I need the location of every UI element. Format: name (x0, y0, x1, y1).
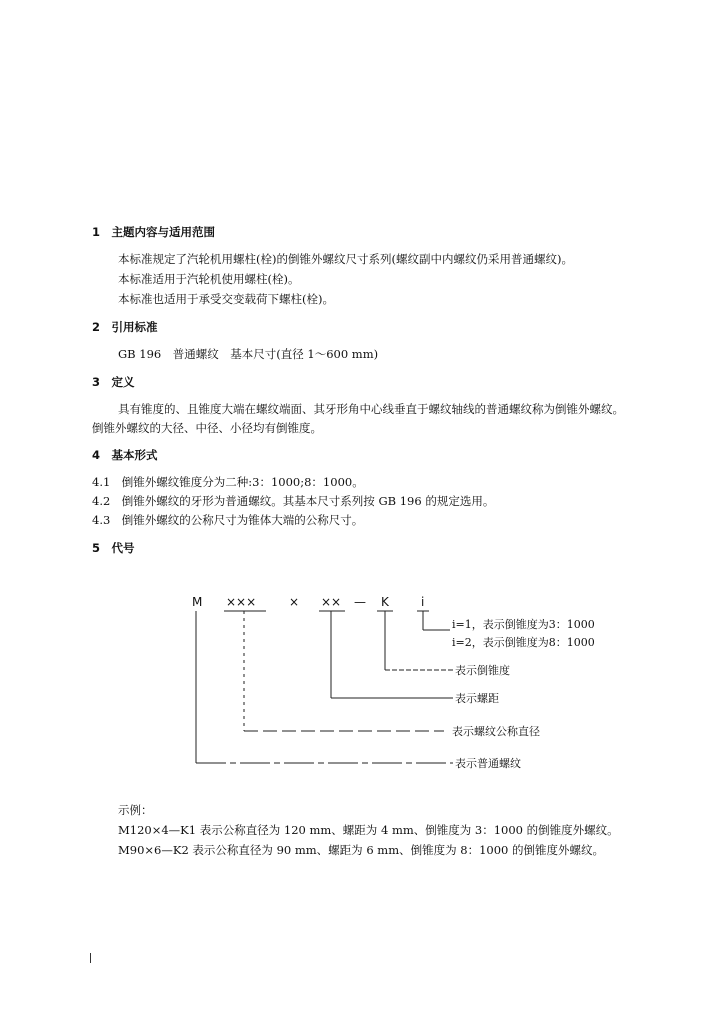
section-1-paragraph-2: 本标准适用于汽轮机使用螺柱(栓)。 (118, 272, 300, 286)
examples-title: 示例： (118, 803, 153, 817)
section-3-paragraph-1: 具有锥度的、且锥度大端在螺纹端面、其牙形角中心线垂直于螺纹轴线的普通螺纹称为倒锥外螺纹。 (118, 402, 624, 416)
label-i2: i=2，表示倒锥度为8：1000 (452, 636, 595, 649)
example-1: M120×4—K1 表示公称直径为 120 mm、螺距为 4 mm、倒锥度为 3：1000 的倒锥度外螺纹。 (118, 823, 619, 837)
section-1-paragraph-1: 本标准规定了汽轮机用螺柱(栓)的倒锥外螺纹尺寸系列(螺纹副中内螺纹仍采用普通螺纹)。 (118, 252, 573, 266)
label-pitch: 表示螺距 (455, 692, 499, 705)
label-i1: i=1，表示倒锥度为3：1000 (452, 618, 595, 631)
margin-mark (90, 953, 91, 963)
label-taper: 表示倒锥度 (455, 664, 510, 677)
symbol-times: × (289, 595, 300, 609)
symbol-k: K (381, 595, 389, 609)
section-4-item-2: 4.2 倒锥外螺纹的牙形为普通螺纹。其基本尺寸系列按 GB 196 的规定选用。 (92, 494, 495, 508)
example-2: M90×6—K2 表示公称直径为 90 mm、螺距为 6 mm、倒锥度为 8：1000 的倒锥度外螺纹。 (118, 843, 605, 857)
label-diameter: 表示螺纹公称直径 (452, 725, 540, 738)
section-2-reference: GB 196 普通螺纹 基本尺寸(直径 1～600 mm) (118, 347, 379, 361)
section-1-heading: 1 主题内容与适用范围 (92, 225, 216, 239)
section-5-heading: 5 代号 (92, 541, 135, 555)
section-1-paragraph-3: 本标准也适用于承受交变载荷下螺柱(栓)。 (118, 292, 334, 306)
section-2-heading: 2 引用标准 (92, 320, 158, 334)
section-4-item-3: 4.3 倒锥外螺纹的公称尺寸为锥体大端的公称尺寸。 (92, 513, 364, 527)
symbol-dash: — (354, 595, 366, 609)
section-3-heading: 3 定义 (92, 375, 135, 389)
symbol-m: M (192, 595, 203, 609)
section-4-item-1: 4.1 倒锥外螺纹锥度分为二种:3：1000;8：1000。 (92, 475, 364, 489)
symbol-i: i (421, 595, 425, 609)
label-thread: 表示普通螺纹 (455, 757, 521, 770)
symbol-diameter: ××× (226, 595, 257, 609)
symbol-pitch: ×× (321, 595, 342, 609)
section-4-heading: 4 基本形式 (92, 448, 158, 462)
section-3-paragraph-2: 倒锥外螺纹的大径、中径、小径均有倒锥度。 (92, 421, 322, 435)
